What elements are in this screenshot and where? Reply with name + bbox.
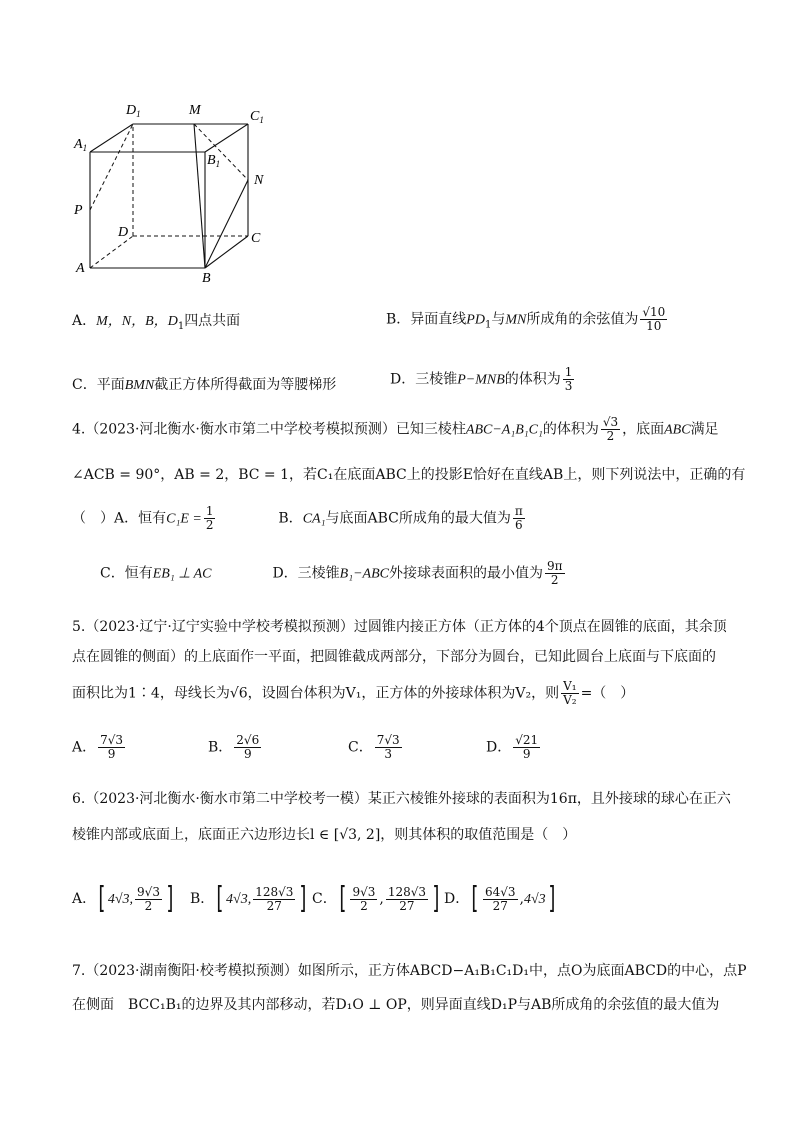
- q3-option-d: D．三棱锥P−MNB的体积为 $\frac{1}{3}$: [390, 365, 573, 393]
- svg-text:A1: $A_1$: [74, 137, 88, 153]
- label-c1: C: [250, 109, 260, 124]
- q4-line-2: ∠ACB = 90°，AB = 2，BC = 1，若C₁在底面ABC上的投影E恰好在直线AB上，则下列说法中，正确的有: [72, 467, 746, 483]
- q7-line-2: 在侧面 BCC₁B₁的边界及其内部移动，若D₁O ⊥ OP，则异面直线D₁P与AB所成角的余弦值的最大值为: [72, 997, 720, 1013]
- label-m: M: [189, 103, 201, 118]
- q3-option-a: A．M，N，B，$D_1$四点共面: [72, 313, 241, 332]
- svg-text:C1: $C_1$: [250, 109, 264, 125]
- q6-line-1: 6.（2023·河北衡水·衡水市第二中学校考一模）某正六棱锥外接球的表面积为16π，且外接球的球心在正六: [72, 791, 731, 807]
- edge-b1-c1: [205, 124, 248, 152]
- edge-b-n: [205, 180, 248, 268]
- label-b1: B: [207, 153, 216, 168]
- q5-option-a: A． $\frac{7√3}{9}$: [72, 733, 124, 761]
- edge-b-m: [194, 124, 205, 268]
- q7-line-1: 7.（2023·湖南衡阳·校考模拟预测）如图所示，正方体ABCD−A₁B₁C₁D₁中，点O为底面ABCD的中心，点P: [72, 963, 747, 979]
- q5-line-2: 点在圆锥的侧面）的上底面作一平面，把圆锥截成两部分，下部分为圆台，已知此圆台上底面与下底面的: [72, 649, 716, 665]
- cube-figure: [68, 96, 288, 286]
- q6-option-c: C．[ $\frac{9√3}{2}$ , $\frac{128√3}{27}$ ]: [312, 881, 440, 916]
- q3-option-b: B．异面直线$PD_1$与MN所成角的余弦值为 $\frac{√10}{10}$: [386, 305, 666, 333]
- q4-line-1: 4.（2023·河北衡水·衡水市第二中学校考模拟预测）已知三棱柱ABC−A₁B₁C₁的体积为 $\frac{√3}{2}$ ，底面ABC满足: [72, 415, 719, 443]
- label-c: C: [251, 231, 261, 246]
- q6-line-2: 棱锥内部或底面上，底面正六边形边长l ∈ [√3, 2]，则其体积的取值范围是（ ）: [72, 827, 577, 843]
- label-p: P: [74, 203, 83, 218]
- edge-p-d1: [90, 124, 133, 210]
- q4-options-cd: C．恒有EB₁ ⊥ AC D．三棱锥B₁−ABC外接球表面积的最小值为 $\frac{9\pi}{2}$: [100, 559, 563, 587]
- svg-text:D1: $D_1$: [126, 103, 141, 119]
- label-n: N: [254, 173, 264, 188]
- label-d: D: [118, 225, 129, 240]
- q4-options-ab: （ ）A．恒有C₁E = $\frac{1}{2}$ B．CA₁与底面ABC所成角的最大值为 $\frac{\pi}{6}$: [72, 504, 523, 532]
- q5-option-c: C． $\frac{7√3}{3}$: [348, 733, 400, 761]
- q3-option-c: C．平面BMN截正方体所得截面为等腰梯形: [72, 377, 337, 393]
- label-d1: D: [126, 103, 137, 118]
- q6-option-b: B．[ 4√3, $\frac{128√3}{27}$ ]: [190, 881, 307, 916]
- q5-option-b: B． $\frac{2√6}{9}$: [208, 733, 260, 761]
- edge-a-d: [90, 236, 133, 268]
- edge-b-c: [205, 236, 248, 268]
- label-a1: A: [74, 137, 83, 152]
- q5-line-3: 面积比为1∶4，母线长为√6，设圆台体积为V₁，正方体的外接球体积为V₂，则 $\frac{\text{V₁}}{\text{V₂}}$ =（ ）: [72, 679, 635, 707]
- q5-line-1: 5.（2023·辽宁·辽宁实验中学校考模拟预测）过圆锥内接正方体（正方体的4个顶点在圆锥的底面，其余顶: [72, 619, 727, 635]
- label-a: A: [76, 261, 85, 276]
- q5-option-d: D． $\frac{√21}{9}$: [486, 733, 539, 761]
- q6-option-a: A．[ 4√3, $\frac{9√3}{2}$ ]: [72, 881, 174, 916]
- svg-text:B1: $B_1$: [207, 153, 221, 169]
- label-b: B: [202, 271, 211, 286]
- q6-option-d: D．[ $\frac{64√3}{27}$ ,4√3]: [444, 881, 556, 916]
